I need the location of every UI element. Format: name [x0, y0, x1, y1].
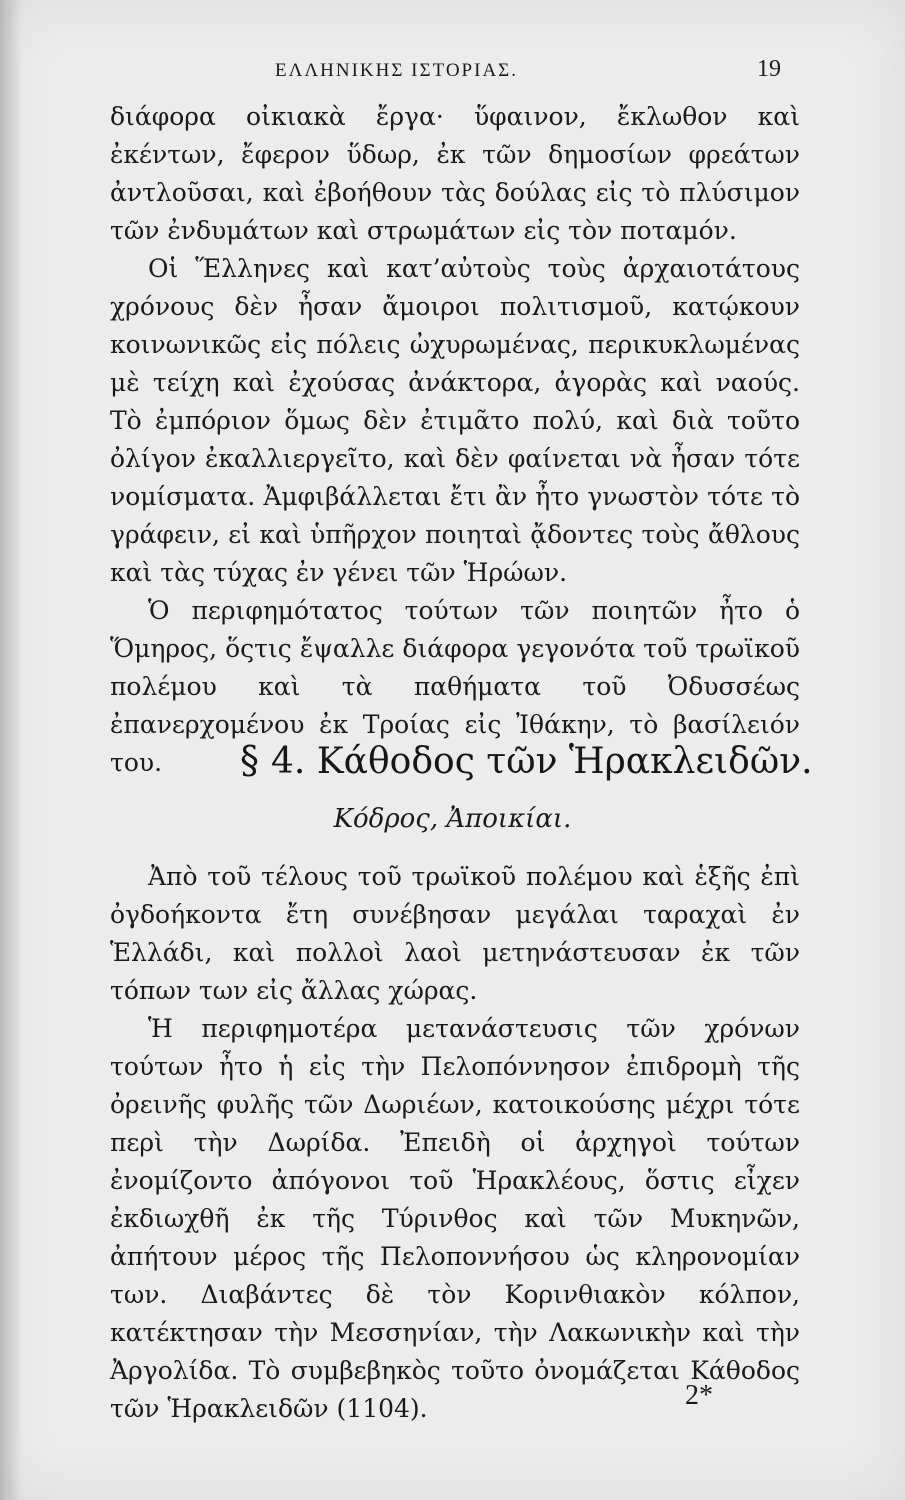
paragraph: Ὁ περιφημότατος τούτων τῶν ποιητῶν ἦτο ὁ Ὅμηρος, ὅςτις ἔψαλλε διάφορα γεγονότα τοῦ τρωϊκοῦ πολέμου καὶ τὰ παθήματα τοῦ Ὀδυσσέως ἐπανερχομένου ἐκ Τροίας εἰς Ἰθάκην, τὸ βασίλειόν του.: [110, 596, 800, 777]
section-heading: [240, 738, 813, 782]
section-subtitle: Κόδρος, Ἀποικίαι.: [333, 804, 572, 834]
paragraph: Ἀπὸ τοῦ τέλους τοῦ τρωϊκοῦ πολέμου καὶ ἑξῆς ἐπὶ ὀγδοήκοντα ἔτη συνέβησαν μεγάλαι ταραχαὶ ἐν Ἑλλάδι, καὶ πολλοὶ λαοὶ μετηνάστευσαν ἐκ τῶν τόπων των εἰς ἄλλας χώρας.: [110, 862, 800, 1005]
page-number: 19: [757, 56, 781, 82]
paragraph: Οἱ Ἕλληνες καὶ κατ’αὐτοὺς τοὺς ἀρχαιοτάτους χρόνους δὲν ἦσαν ἄμοιροι πολιτισμοῦ, κατῴκουν κοινωνικῶς εἰς πόλεις ὠχυρωμένας, περικυκλωμένας μὲ τείχη καὶ ἐχούσας ἀνάκτορα, ἀγορὰς καὶ ναούς. Τὸ ἐμπόριον ὅμως δὲν ἐτιμᾶτο πολύ, καὶ διὰ τοῦτο ὀλίγον ἐκαλλιεργεῖτο, καὶ δὲν φαίνεται νὰ ἦσαν τότε νομίσματα. Ἀμφιβάλλεται ἔτι ἂν ἦτο γνωστὸν τότε τὸ γράφειν, εἰ καὶ ὑπῆρχον ποιηταὶ ᾄδοντες τοὺς ἄθλους καὶ τὰς τύχας ἐν γένει τῶν Ἡρώων.: [110, 254, 800, 587]
text-block-after-section: [110, 858, 800, 1428]
section-title: 4. Κάθοδος τῶν Ἡρακλειδῶν.: [271, 741, 813, 782]
running-title: ΕΛΛΗΝΙΚΗΣ ΙΣΤΟΡΙΑΣ.: [275, 60, 518, 81]
binding-shadow: [0, 0, 22, 1500]
paragraph: Ἡ περιφημοτέρα μετανάστευσις τῶν χρόνων τούτων ἦτο ἡ εἰς τὴν Πελοπόννησον ἐπιδρομὴ τῆς ὀρεινῆς φυλῆς τῶν Δωριέων, κατοικούσης μέχρι τότε περὶ τὴν Δωρίδα. Ἐπειδὴ οἱ ἀρχηγοὶ τούτων ἐνομίζοντο ἀπόγονοι τοῦ Ἡρακλέους, ὅστις εἶχεν ἐκδιωχθῆ ἐκ τῆς Τύρινθος καὶ τῶν Μυκηνῶν, ἀπήτουν μέρος τῆς Πελοποννήσου ὡς κληρονομίαν των. Διαβάντες δὲ τὸν Κορινθιακὸν κόλπον, κατέκτησαν τὴν Μεσσηνίαν, τὴν Λακωνικὴν καὶ τὴν Ἀργολίδα. Τὸ συμβεβηκὸς τοῦτο ὀνομάζεται Κάθοδος τῶν Ἡρακλειδῶν (1104).: [110, 1014, 800, 1423]
signature-mark: 2*: [685, 1380, 713, 1411]
section-mark: §: [240, 738, 259, 782]
paragraph: διάφορα οἰκιακὰ ἔργα· ὕφαινον, ἔκλωθον καὶ ἐκέντων, ἔφερον ὕδωρ, ἐκ τῶν δημοσίων φρεάτων ἀντλοῦσαι, καὶ ἐβοήθουν τὰς δούλας εἰς τὸ πλύσιμον τῶν ἐνδυμάτων καὶ στρωμάτων εἰς τὸν ποταμόν.: [110, 102, 800, 245]
text-block-before-section: [110, 98, 800, 782]
